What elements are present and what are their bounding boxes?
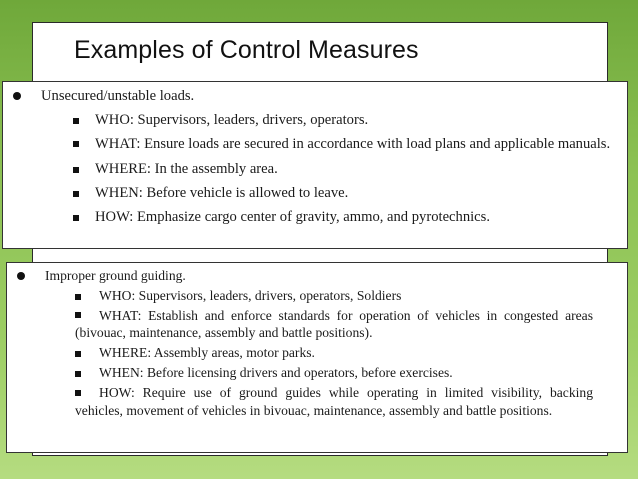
square-bullet-icon — [73, 215, 79, 221]
square-bullet-icon — [75, 351, 81, 357]
sub-item-what — [75, 307, 593, 343]
control-measure-panel-ground-guiding — [6, 262, 628, 453]
heading-text: Unsecured/unstable loads. — [41, 88, 195, 104]
sub-item-when — [73, 184, 617, 203]
bullet-dot-icon — [13, 92, 21, 100]
slide-title: Examples of Control Measures — [74, 36, 419, 64]
square-bullet-icon — [73, 191, 79, 197]
sub-item-text: WHERE: In the assembly area. — [95, 160, 278, 177]
sub-item-text: WHEN: Before vehicle is allowed to leave. — [95, 185, 349, 202]
sub-item-who — [73, 111, 617, 130]
bullet-heading — [15, 268, 593, 285]
sub-item-where — [75, 344, 593, 362]
square-bullet-icon — [73, 141, 79, 147]
sub-item-when — [75, 364, 593, 382]
control-measure-panel-loads — [2, 81, 628, 249]
sub-item-text: WHERE: Assembly areas, motor parks. — [99, 345, 315, 361]
square-bullet-icon — [75, 294, 81, 300]
square-bullet-icon — [73, 118, 79, 124]
sub-item-text: HOW: Emphasize cargo center of gravity, ammo, and pyrotechnics. — [95, 209, 490, 226]
sub-item-where — [73, 160, 617, 179]
bullet-dot-icon — [17, 272, 25, 280]
sub-item-how — [75, 384, 593, 420]
sub-item-what — [73, 135, 617, 154]
sub-item-text: WHO: Supervisors, leaders, drivers, operators. — [95, 111, 369, 128]
square-bullet-icon — [75, 371, 81, 377]
sub-item-text: WHEN: Before licensing drivers and operators, before exercises. — [99, 365, 453, 381]
heading-text: Improper ground guiding. — [45, 268, 186, 283]
sub-item-how — [73, 208, 617, 227]
sub-item-text: WHAT: Ensure loads are secured in accordance with load plans and applicable manuals. — [95, 136, 611, 153]
sub-item-text: HOW: Require use of ground guides while operating in limited visibility, backing vehicles, movement of vehicles in bivouac, maintenance, assembly and battle positions. — [75, 385, 593, 419]
square-bullet-icon — [73, 167, 79, 173]
sub-item-who — [75, 287, 593, 305]
square-bullet-icon — [75, 390, 81, 396]
sub-item-text: WHAT: Establish and enforce standards for operation of vehicles in congested areas (bivouac, maintenance, assembly and battle positions). — [75, 307, 593, 341]
square-bullet-icon — [75, 312, 81, 318]
sub-item-text: WHO: Supervisors, leaders, drivers, operators, Soldiers — [99, 287, 402, 303]
bullet-heading — [11, 88, 617, 106]
